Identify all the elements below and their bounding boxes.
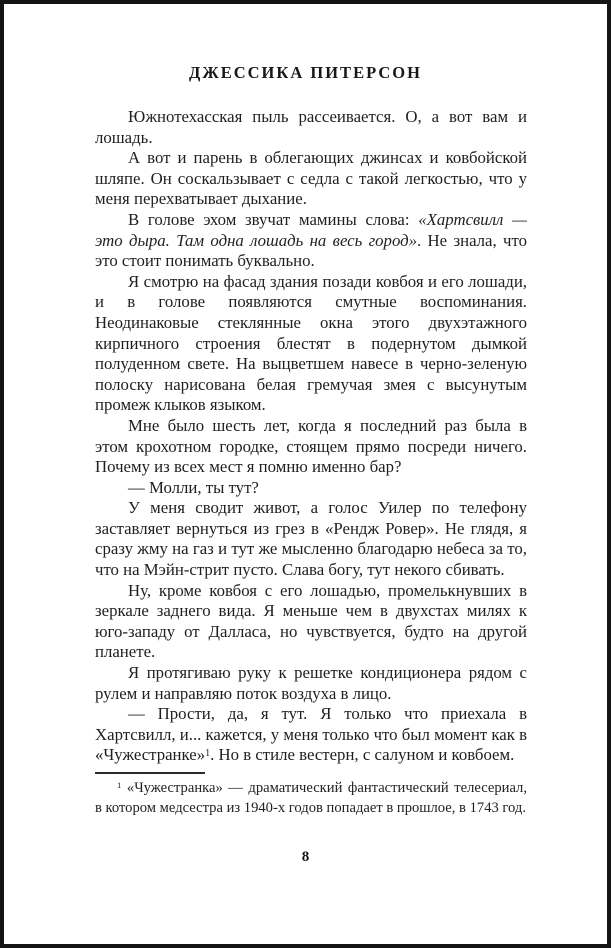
paragraph: Я смотрю на фасад здания позади ковбоя и его лошади, и в голове появляются смутные воспоминания. Неодинаковые стеклянные окна этого двухэтажного кирпичного строения блестят в подернутом дымкой полуденном свете. На выцветшем навесе в черно-зеленую полоску нарисована белая гремучая змея с высунутым промеж клыков языком. xyxy=(95,271,527,415)
paragraph-dialogue: — Прости, да, я тут. Я только что приехала в Хартсвилл, и... кажется, у меня только что был момент как в «Чужестранке»$^1$. Но в стиле вестерн, с салуном и ковбоем. xyxy=(95,704,527,765)
running-header-author: ДЖЕССИКА ПИТЕРСОН xyxy=(189,63,422,82)
paragraph: Южнотехасская пыль рассеивается. О, а вот вам и лошадь. xyxy=(95,107,527,147)
paragraph: В голове эхом звучат мамины слова: «Хартсвилл — это дыра. Там одна лошадь на весь город». Не знала, что это стоит понимать буквально. xyxy=(95,209,527,271)
paragraph: Ну, кроме ковбоя с его лошадью, промелькнувших в зеркале заднего вида. Я меньше чем в двухстах милях к юго-западу от Далласа, но чувствуется, будто на другой планете. xyxy=(95,580,527,662)
paragraph: Мне было шесть лет, когда я последний раз была в этом крохотном городке, стоящем прямо посреди ничего. Почему из всех мест я помню именно бар? xyxy=(95,415,527,477)
paragraph-dialogue: — Молли, ты тут? xyxy=(128,477,259,497)
footnote-separator xyxy=(95,772,205,774)
body-text xyxy=(95,107,527,766)
footnote: $^1$ «Чужестранка» — драматический фантастический телесериал, в котором медсестра из 1940-х годов попадает в прошлое, в 1743 год. xyxy=(95,780,527,816)
paragraph: А вот и парень в облегающих джинсах и ковбойской шляпе. Он соскальзывает с седла с такой легкостью, что у меня перехватывает дыхание. xyxy=(95,148,527,209)
page-number: 8 xyxy=(301,849,310,865)
paragraph: Я протягиваю руку к решетке кондиционера рядом с рулем и направляю поток воздуха в лицо. xyxy=(95,663,527,703)
paragraph: У меня сводит живот, а голос Уилер по телефону заставляет вернуться из грез в «Рендж Ровер». Не глядя, я сразу жму на газ и тут же мысленно благодарю небеса за то, что на Мэйн-стрит пусто. Слава богу, тут некого сбивать. xyxy=(95,498,527,580)
